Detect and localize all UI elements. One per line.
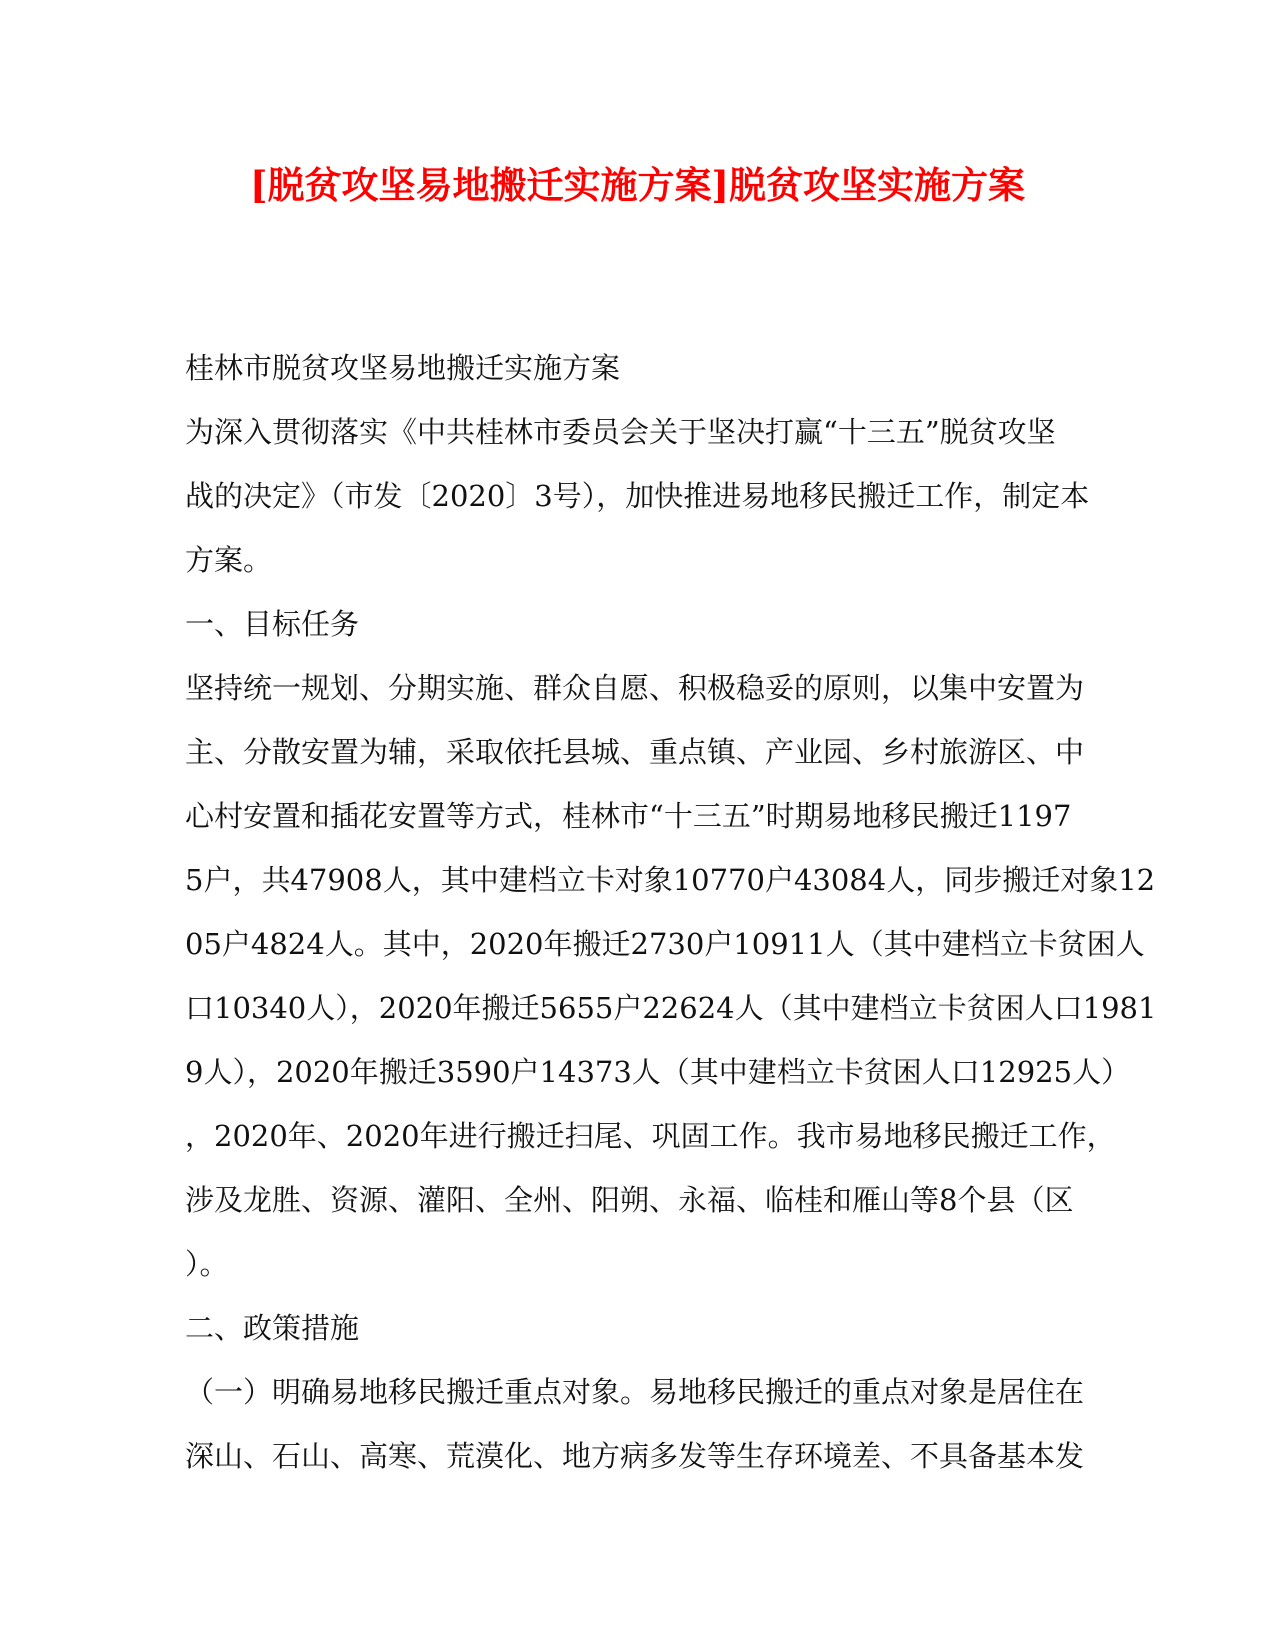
paragraph-line: 方案。 [185, 543, 273, 577]
paragraph-line: 5户，共47908人，其中建档立卡对象10770户43084人，同步搬迁对象12 [185, 863, 1156, 897]
paragraph-line: 深山、石山、高寒、荒漠化、地方病多发等生存环境差、不具备基本发 [185, 1439, 1085, 1473]
paragraph-line: 主、分散安置为辅，采取依托县城、重点镇、产业园、乡村旅游区、中 [185, 735, 1085, 769]
paragraph-line: 9人），2020年搬迁3590户14373人（其中建档立卡贫困人口12925人） [185, 1055, 1131, 1089]
paragraph-line: 涉及龙胜、资源、灌阳、全州、阳朔、永福、临桂和雁山等8个县（区 [185, 1183, 1074, 1217]
document-body [185, 336, 1157, 1488]
paragraph-line: （一）明确易地移民搬迁重点对象。易地移民搬迁的重点对象是居住在 [185, 1375, 1085, 1409]
paragraph-line: ，2020年、2020年进行搬迁扫尾、巩固工作。我市易地移民搬迁工作， [185, 1119, 1116, 1153]
paragraph-line: 为深入贯彻落实《中共桂林市委员会关于坚决打赢“十三五”脱贫攻坚 [185, 415, 1056, 449]
document-title: [脱贫攻坚易地搬迁实施方案]脱贫攻坚实施方案 [249, 163, 1025, 207]
paragraph-line: 坚持统一规划、分期实施、群众自愿、积极稳妥的原则，以集中安置为 [185, 671, 1085, 705]
paragraph-line: 口10340人），2020年搬迁5655户22624人（其中建档立卡贫困人口1981 [185, 991, 1157, 1025]
section-heading: 二、政策措施 [185, 1311, 360, 1345]
paragraph-line: ）。 [185, 1247, 229, 1281]
section-heading: 一、目标任务 [185, 607, 360, 641]
subtitle-line: 桂林市脱贫攻坚易地搬迁实施方案 [185, 351, 621, 385]
paragraph-line: 战的决定》（市发〔2020〕3号），加快推进易地移民搬迁工作，制定本 [185, 479, 1090, 513]
paragraph-line: 心村安置和插花安置等方式，桂林市“十三五”时期易地移民搬迁1197 [185, 799, 1072, 833]
paragraph-line: 05户4824人。其中，2020年搬迁2730户10911人（其中建档立卡贫困人 [185, 927, 1145, 961]
